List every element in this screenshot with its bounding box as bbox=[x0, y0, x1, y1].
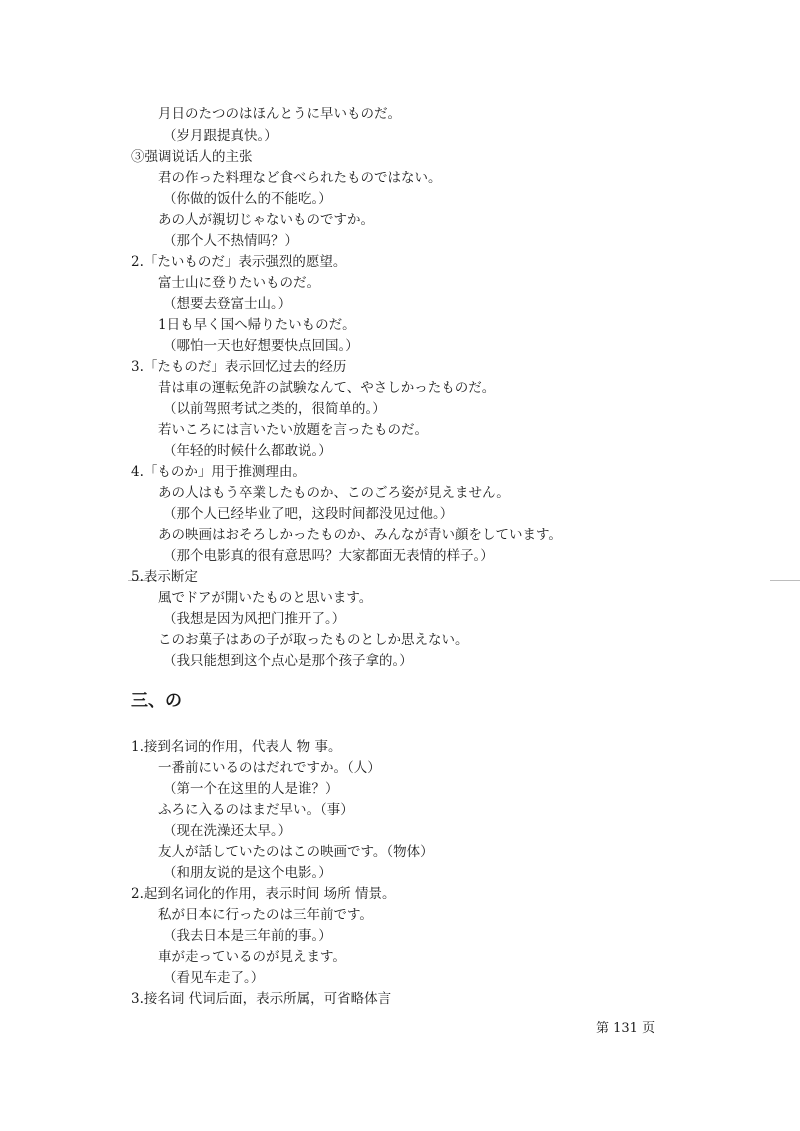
scan-mark-right bbox=[770, 580, 800, 581]
example-sentence: 1日も早く国へ帰りたいものだ。 bbox=[158, 317, 356, 333]
example-translation: （那个人已经毕业了吧，这段时间都没见过他。） bbox=[163, 506, 454, 522]
example-sentence: 友人が話していたのはこの映画です。（物体） bbox=[158, 844, 434, 860]
example-sentence: あの映画はおそろしかったものか、みんなが青い顔をしています。 bbox=[158, 527, 562, 543]
example-sentence: 富士山に登りたいものだ。 bbox=[158, 275, 320, 291]
numbered-heading: 1.接到名词的作用，代表人 物 事。 bbox=[131, 739, 342, 755]
example-sentence: 若いころには言いたい放題を言ったものだ。 bbox=[158, 422, 428, 438]
example-sentence: あの人はもう卒業したものか、このごろ姿が見えません。 bbox=[158, 485, 510, 501]
page-number: 第 131 页 bbox=[596, 1021, 656, 1036]
example-translation: （那个电影真的很有意思吗？大家都面无表情的样子。） bbox=[163, 548, 494, 564]
example-sentence: このお菓子はあの子が取ったものとしか思えない。 bbox=[158, 632, 469, 648]
example-translation: （第一个在这里的人是谁？） bbox=[163, 781, 339, 797]
example-translation: （以前驾照考试之类的，很简单的。） bbox=[163, 401, 386, 417]
example-sentence: 私が日本に行ったのは三年前です。 bbox=[158, 907, 373, 923]
numbered-heading: 5.表示断定 bbox=[131, 569, 198, 585]
example-sentence: あの人が親切じゃないものですか。 bbox=[158, 212, 374, 228]
example-translation: （现在洗澡还太早。） bbox=[163, 823, 292, 839]
example-translation: （哪怕一天也好想要快点回国。） bbox=[163, 338, 359, 354]
example-translation: （想要去登富士山。） bbox=[163, 296, 292, 312]
numbered-heading: 2.起到名词化的作用，表示时间 场所 情景。 bbox=[131, 886, 396, 902]
sub-heading: ③强调说话人的主张 bbox=[131, 149, 253, 165]
example-translation: （年轻的时候什么都敢说。） bbox=[163, 443, 332, 459]
example-translation: （那个人不热情吗？） bbox=[163, 233, 298, 249]
numbered-heading: 4.「ものか」用于推测理由。 bbox=[131, 464, 306, 480]
numbered-heading: 3.「たものだ」表示回忆过去的经历 bbox=[131, 359, 347, 375]
example-sentence: 君の作った料理など食べられたものではない。 bbox=[158, 170, 442, 186]
example-translation: （我想是因为风把门推开了。） bbox=[163, 611, 346, 627]
example-translation: （岁月跟提真快。） bbox=[163, 128, 278, 144]
example-sentence: 風でドアが開いたものと思います。 bbox=[158, 590, 373, 606]
numbered-heading: 2.「たいものだ」表示强烈的愿望。 bbox=[131, 254, 347, 270]
numbered-heading: 3.接名词 代词后面，表示所属，可省略体言 bbox=[131, 991, 392, 1007]
example-translation: （看见车走了。） bbox=[163, 970, 265, 986]
example-sentence: 昔は車の運転免許の試験なんて、やさしかったものだ。 bbox=[158, 380, 496, 396]
example-translation: （我只能想到这个点心是那个孩子拿的。） bbox=[163, 653, 413, 669]
example-translation: （你做的饭什么的不能吃。） bbox=[163, 191, 332, 207]
example-translation: （和朋友说的是这个电影。） bbox=[163, 865, 332, 881]
example-sentence: 一番前にいるのはだれですか。（人） bbox=[158, 760, 381, 776]
example-sentence: 月日のたつのはほんとうに早いものだ。 bbox=[158, 106, 401, 122]
example-translation: （我去日本是三年前的事。） bbox=[163, 928, 332, 944]
section-title: 三、の bbox=[131, 691, 182, 711]
example-sentence: ふろに入るのはまだ早い。（事） bbox=[158, 802, 354, 818]
example-sentence: 車が走っているのが見えます。 bbox=[158, 949, 346, 965]
